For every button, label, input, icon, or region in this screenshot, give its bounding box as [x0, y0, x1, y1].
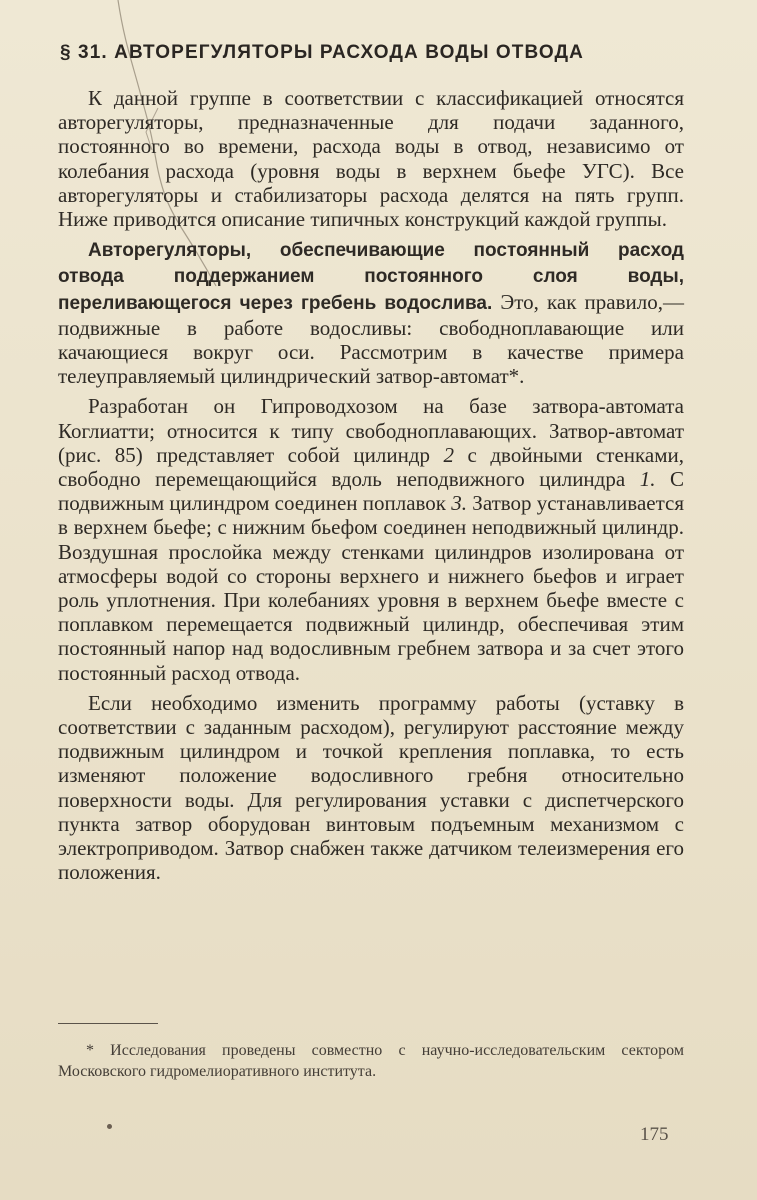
- label-2: 2: [443, 442, 455, 467]
- paragraph-1: К данной группе в соответствии с классификацией относятся авторегуляторы, предназначенные для подачи заданного, постоянного во времени, расхода воды в отвод, независимо от колебания расхода (уровня воды в верхнем бьефе УГС). Все авторегуляторы и стабилизаторы расхода делятся на пять групп. Ниже приводится описание типичных конструкций каждой группы.: [58, 86, 684, 232]
- ink-dot: [107, 1124, 112, 1129]
- paragraph-3-text-c: С подвижным цилиндром соединен поплавок: [58, 467, 684, 516]
- paragraph-3-text-b: с двойными стенками, свободно перемещающийся вдоль неподвижного цилиндра: [58, 442, 684, 492]
- label-1: 1.: [639, 467, 656, 492]
- footnote: [58, 1040, 684, 1082]
- paragraph-3-text-a: Разработан он Гипроводхозом на базе затвора-автомата Коглиатти; относится к типу свободноплавающих. Затвор-автомат (рис. 85) представляет собой цилиндр: [58, 394, 684, 467]
- body-text: [58, 86, 684, 891]
- footnote-text: * Исследования проведены совместно с научно-исследовательским сектором Московского гидромелиоративного института.: [58, 1042, 684, 1080]
- footnote-rule: [58, 1023, 158, 1024]
- page-number: 175: [640, 1124, 669, 1145]
- paragraph-3: [58, 394, 684, 684]
- label-3: 3.: [451, 491, 468, 516]
- paragraph-2-lead: Авторегуляторы, обеспечивающие постоянный расход отвода поддержанием постоянного слоя воды, переливающегося через гребень водослива.: [58, 240, 684, 314]
- section-heading: § 31. АВТОРЕГУЛЯТОРЫ РАСХОДА ВОДЫ ОТВОДА: [60, 42, 584, 63]
- paragraph-3-text-d: Затвор устанавливается в верхнем бьефе; с нижним бьефом соединен неподвижный цилиндр. Воздушная прослойка между стенками цилиндров изолирована от атмосферы водой со стороны верхнего и нижнего бьефов и играет роль уплотнения. При колебаниях уровня в верхнем бьефе вместе с поплавком перемещается подвижный цилиндр, обеспечивая этим постоянный напор над водосливным гребнем затвора и за счет этого постоянный расход отвода.: [58, 491, 684, 685]
- paragraph-4: Если необходимо изменить программу работы (уставку в соответствии с заданным расходом), регулируют расстояние между подвижным цилиндром и точкой крепления поплавка, то есть изменяют положение водосливного гребня относительно поверхности воды. Для регулирования уставки с диспетчерского пункта затвор оборудован винтовым подъемным механизмом с электроприводом. Затвор снабжен также датчиком телеизмерения его положения.: [58, 690, 684, 885]
- paragraph-2: [58, 237, 684, 388]
- paragraph-2-text: Это, как правило,— подвижные в работе водосливы: свободноплавающие или качающиеся вокруг оси. Рассмотрим в качестве примера телеуправляемый цилиндрический затвор-автомат*.: [58, 289, 684, 389]
